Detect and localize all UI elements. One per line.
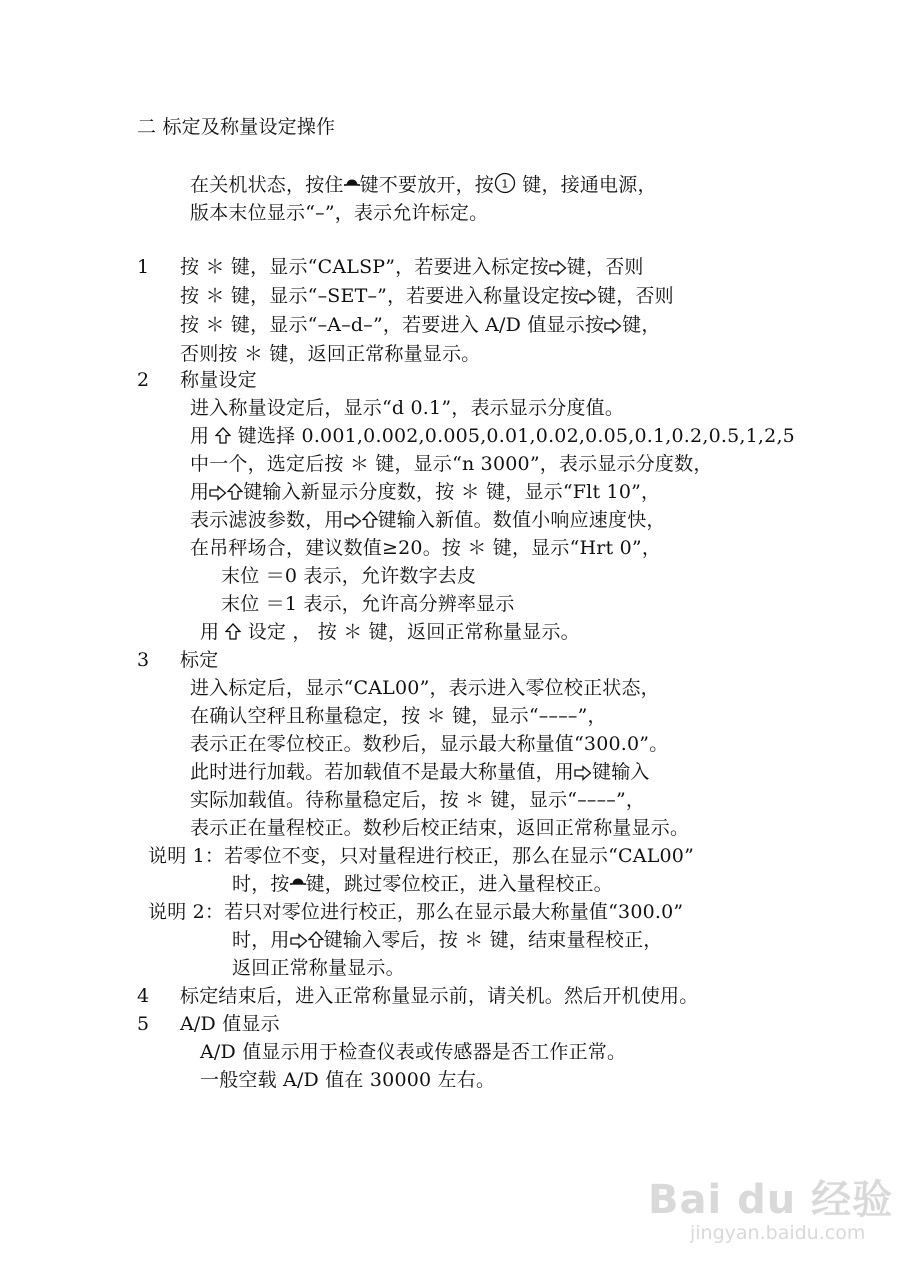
s1-text: 否则按 ＊ 键，返回正常称量显示。 — [180, 343, 481, 365]
note-text: 时，按 — [232, 873, 290, 895]
section-number: 1 — [137, 256, 150, 278]
right-arrow-key-icon — [290, 933, 308, 949]
svg-text:1: 1 — [501, 177, 509, 191]
right-arrow-key-icon — [574, 765, 592, 781]
note-text: 时，用 — [232, 929, 290, 951]
s5-line-1 — [200, 1040, 626, 1064]
s4-text: 标定结束后，进入正常称量显示前，请关机。然后开机使用。 — [180, 985, 699, 1007]
right-arrow-key-icon — [344, 513, 362, 529]
s2-line-6 — [190, 536, 661, 560]
s3-text: 表示正在零位校正。数秒后，显示最大称量值“300.0”。 — [190, 733, 669, 755]
s3-line-5 — [190, 788, 645, 812]
up-arrow-key-icon — [362, 511, 378, 529]
intro-text: 版本末位显示“–”，表示允许标定。 — [190, 202, 489, 224]
s2-line-2 — [190, 424, 795, 448]
note-1-line-1 — [148, 844, 694, 868]
section-4-number — [137, 984, 149, 1008]
note-2-line-1 — [148, 900, 683, 924]
intro-text: 键，接通电源， — [516, 174, 657, 196]
section-5-number — [137, 1012, 149, 1036]
s2-text: 在吊秤场合，建议数值≥20。按 ＊ 键，显示“Hrt 0”， — [190, 537, 662, 559]
s2-line-7 — [221, 564, 476, 588]
section-heading: 称量设定 — [180, 369, 257, 391]
s3-text: 进入标定后，显示“CAL00”，表示进入零位校正状态， — [190, 677, 660, 699]
note-text: 键输入零后，按 ＊ 键，结束量程校正， — [323, 929, 663, 951]
s1-line-4 — [180, 342, 480, 366]
section-heading: A/D 值显示 — [180, 1013, 280, 1035]
up-arrow-key-icon — [308, 931, 324, 949]
up-arrow-key-icon — [225, 623, 241, 641]
watermark-logo-text: Bai du 经验 — [648, 1177, 894, 1223]
section-title-text: 二 标定及称量设定操作 — [137, 116, 336, 138]
intro-line-2 — [190, 201, 488, 225]
s2-line-8 — [221, 592, 515, 616]
intro-line-1 — [190, 172, 657, 197]
baidu-jingyan-watermark — [648, 1168, 893, 1225]
s2-text: 末位 ＝0 表示，允许数字去皮 — [221, 565, 477, 587]
right-arrow-key-icon — [604, 318, 622, 334]
power-1-key-icon — [494, 172, 516, 194]
section-number: 5 — [137, 1013, 150, 1035]
s2-heading — [180, 368, 257, 392]
s3-line-6 — [190, 816, 689, 840]
note-text: 返回正常称量显示。 — [232, 957, 405, 979]
s1-line-1 — [180, 255, 644, 279]
s1-line-2 — [180, 284, 674, 308]
s2-text: 用 — [190, 481, 210, 503]
s2-text: 用 — [200, 621, 226, 643]
s2-text: 键输入新显示分度数，按 ＊ 键，显示“Flt 10”， — [243, 481, 661, 503]
right-arrow-key-icon — [209, 485, 227, 501]
s2-text: 键输入新值。数值小响应速度快， — [377, 509, 666, 531]
s1-text: 按 ＊ 键，显示“–A–d–”，若要进入 A/D 值显示按 — [180, 314, 605, 336]
s3-text: 键输入 — [592, 761, 650, 783]
s5-heading — [180, 1012, 280, 1036]
note-text: 说明 2：若只对零位进行校正，那么在显示最大称量值“300.0” — [148, 901, 684, 923]
note-text: 键，跳过零位校正，进入量程校正。 — [305, 873, 613, 895]
s3-line-3 — [190, 732, 668, 756]
s3-line-4 — [190, 760, 650, 784]
right-arrow-key-icon — [549, 260, 567, 276]
s3-line-2 — [190, 704, 607, 728]
s1-text: 键，否则 — [566, 256, 644, 278]
section-2-number — [137, 368, 149, 392]
section-title — [137, 115, 335, 139]
s2-line-1 — [190, 396, 624, 420]
s2-line-5 — [190, 508, 666, 532]
s3-text: 在确认空秤且称量稳定，按 ＊ 键，显示“––––”， — [190, 705, 607, 727]
section-3-number — [137, 648, 149, 672]
up-arrow-key-icon — [227, 483, 243, 501]
s3-heading — [180, 648, 218, 672]
s3-line-1 — [190, 676, 660, 700]
note-2-line-3 — [232, 956, 405, 980]
up-arrow-key-icon — [215, 427, 231, 445]
tare-key-icon — [344, 176, 360, 194]
s5-text: A/D 值显示用于检查仪表或传感器是否工作正常。 — [200, 1041, 627, 1063]
s2-line-3 — [190, 452, 713, 476]
note-text: 说明 1：若零位不变，只对量程进行校正，那么在显示“CAL00” — [148, 845, 695, 867]
s1-text: 键，否则 — [597, 285, 674, 307]
s2-text: 设定 ， 按 ＊ 键，返回正常称量显示。 — [241, 621, 580, 643]
s2-text: 进入称量设定后，显示“d 0.1”，表示显示分度值。 — [190, 397, 625, 419]
section-number: 2 — [137, 369, 150, 391]
s2-text: 中一个，选定后按 ＊ 键，显示“n 3000”，表示显示分度数， — [190, 453, 713, 475]
watermark-url-text: jingyan.baidu.com — [690, 1222, 866, 1244]
s2-text: 用 — [190, 425, 216, 447]
section-number: 3 — [137, 649, 150, 671]
right-arrow-key-icon — [579, 289, 597, 305]
s5-text: 一般空载 A/D 值在 30000 左右。 — [200, 1069, 496, 1091]
note-1-line-2 — [232, 872, 613, 896]
s1-text: 按 ＊ 键，显示“CALSP”，若要进入标定按 — [180, 256, 549, 278]
s2-text: 表示滤波参数，用 — [190, 509, 344, 531]
section-1-number — [137, 255, 149, 279]
s2-text: 末位 ＝1 表示，允许高分辨率显示 — [221, 593, 515, 615]
s3-text: 表示正在量程校正。数秒后校正结束，返回正常称量显示。 — [190, 817, 690, 839]
intro-text: 在关机状态，按住 — [190, 174, 344, 196]
s1-line-3 — [180, 313, 661, 337]
s5-line-2 — [200, 1068, 495, 1092]
s2-text: 键选择 0.001,0.002,0.005,0.01,0.02,0.05,0.1,0.2,0.5,1,2,5 — [231, 425, 795, 447]
s3-text: 实际加载值。待称量稳定后，按 ＊ 键，显示“––––”， — [190, 789, 646, 811]
s4-line-1 — [180, 984, 698, 1008]
s1-text: 按 ＊ 键，显示“–SET–”，若要进入称量设定按 — [180, 285, 580, 307]
intro-text: 键不要放开，按 — [359, 174, 495, 196]
note-2-line-2 — [232, 928, 663, 952]
s2-line-4 — [190, 480, 660, 504]
s3-text: 此时进行加载。若加载值不是最大称量值，用 — [190, 761, 575, 783]
s1-text: 键， — [622, 314, 661, 336]
section-number: 4 — [137, 985, 150, 1007]
section-heading: 标定 — [180, 649, 219, 671]
watermark-url — [690, 1222, 865, 1244]
s2-line-9 — [200, 620, 580, 644]
tare-key-icon — [290, 875, 306, 893]
